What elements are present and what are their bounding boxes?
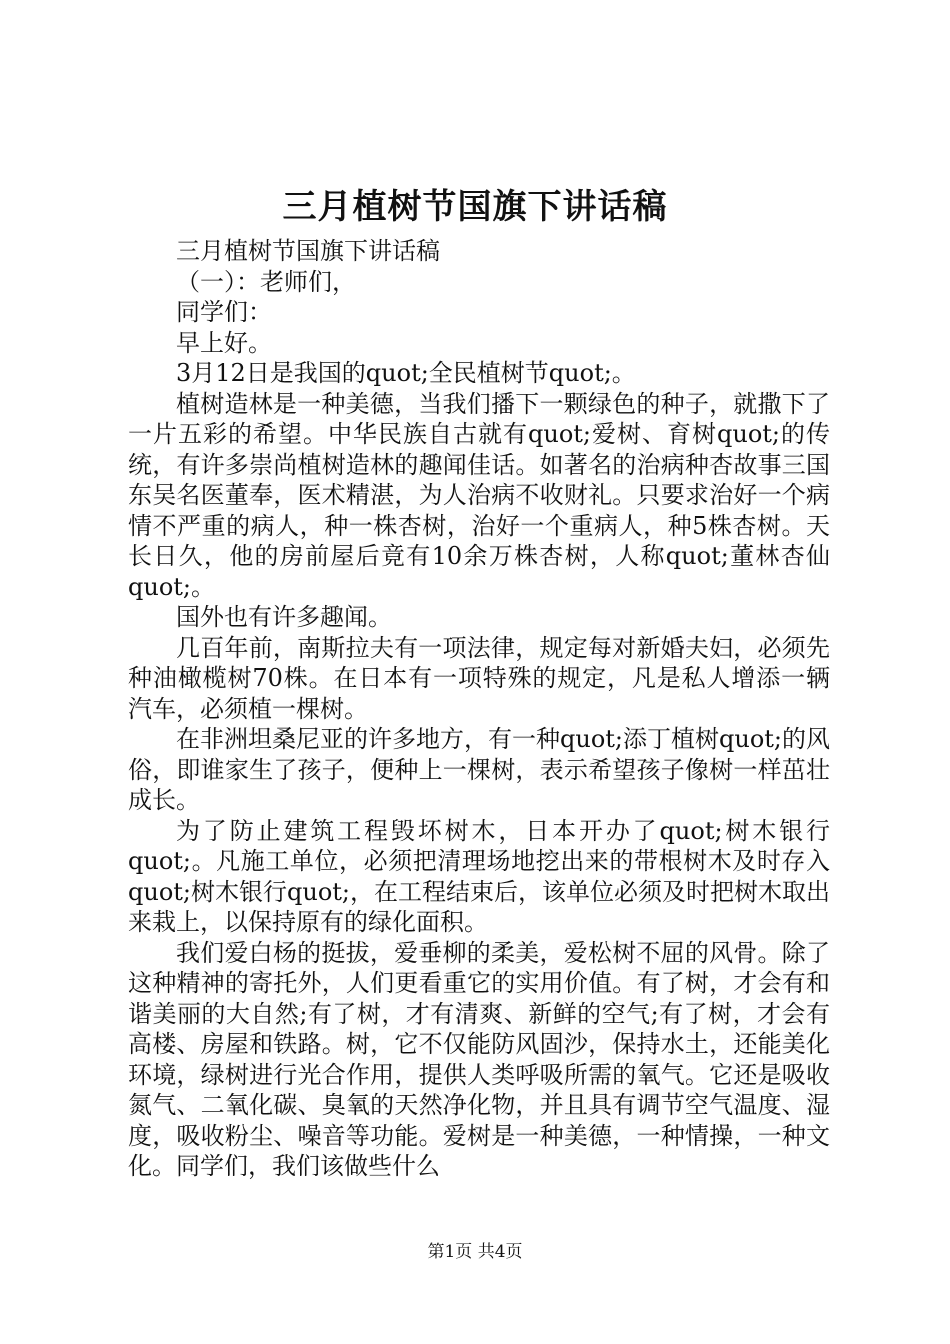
paragraph: 几百年前，南斯拉夫有一项法律，规定每对新婚夫妇，必须先种油橄榄树70株。在日本有一项特殊的规定，凡是私人增添一辆汽车，必须植一棵树。 [128, 633, 830, 723]
paragraph: 早上好。 [176, 328, 272, 357]
paragraph: 在非洲坦桑尼亚的许多地方，有一种quot;添丁植树quot;的风俗，即谁家生了孩子，便种上一棵树，表示希望孩子像树一样茁壮成长。 [128, 725, 830, 814]
paragraph: （一）：老师们， [176, 267, 356, 296]
paragraph: 三月植树节国旗下讲话稿 [176, 237, 440, 265]
document-title: 三月植树节国旗下讲话稿 [282, 187, 668, 227]
paragraph: 同学们： [176, 298, 272, 326]
paragraph: 我们爱白杨的挺拔，爱垂柳的柔美，爱松树不屈的风骨。除了这种精神的寄托外，人们更看重它的实用价值。有了树，才会有和谐美丽的大自然;有了树，才有清爽、新鲜的空气;有了树，才会有高楼、房屋和铁路。树，它不仅能防风固沙，保持水土，还能美化环境，绿树进行光合作用，提供人类呼吸所需的氧气。它还是吸收氮气、二氧化碳、臭氧的天然净化物，并且具有调节空气温度、湿度，吸收粉尘、噪音等功能。爱树是一种美德，一种情操，一种文化。同学们，我们该做些什么 [128, 938, 830, 1180]
paragraph: 植树造林是一种美德，当我们播下一颗绿色的种子，就撒下了一片五彩的希望。中华民族自古就有quot;爱树、育树quot;的传统，有许多崇尚植树造林的趣闻佳话。如著名的治病种杏故事三国东吴名医董奉，医术精湛，为人治病不收财礼。只要求治好一个病情不严重的病人，种一株杏树，治好一个重病人，种5株杏树。天长日久，他的房前屋后竟有10余万株杏树，人称quot;董林杏仙quot;。 [128, 389, 830, 601]
page-footer: 第1页 共4页 [427, 1242, 523, 1262]
paragraph: 为了防止建筑工程毁坏树木，日本开办了quot;树木银行quot;。凡施工单位，必须把清理场地挖出来的带根树木及时存入quot;树木银行quot;，在工程结束后，该单位必须及时把树木取出来栽上，以保持原有的绿化面积。 [128, 816, 830, 936]
paragraph: 国外也有许多趣闻。 [176, 603, 392, 631]
document-body [128, 236, 830, 1182]
paragraph: 3月12日是我国的quot;全民植树节quot;。 [176, 359, 636, 387]
